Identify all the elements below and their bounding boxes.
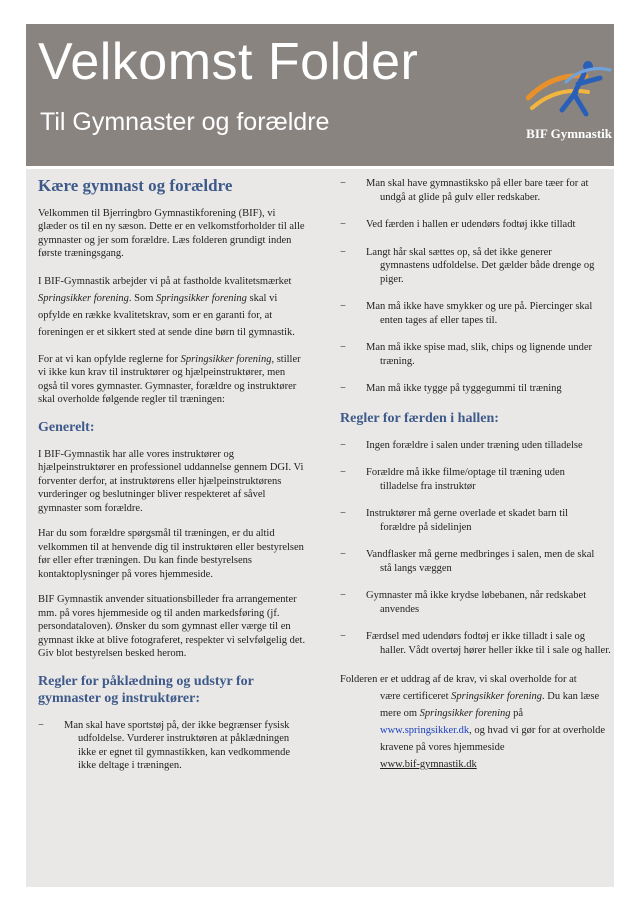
page-subtitle: Til Gymnaster og forældre (40, 108, 330, 136)
right-column (340, 177, 616, 785)
bullet-marker: − (340, 549, 346, 560)
list-item: − Man må ikke tygge på tyggegummi til træning (340, 383, 562, 394)
clothing-rules-list (340, 177, 616, 396)
list-item: − Ved færden i hallen er udendørs fodtøj ikke tilladt (340, 219, 576, 230)
page-title: Velkomst Folder (38, 33, 419, 91)
header-banner (26, 24, 614, 166)
gymnast-logo-icon (526, 52, 612, 122)
list-item: − Langt hår skal sættes op, så det ikke generer gymnastens udfoldelse. Det gælder både drenge og piger. (340, 246, 595, 285)
list-item: − Man skal have sportstøj på, der ikke begrænser fysisk udfoldelse. Vurderer instruktøren at påklædningen ikke er egnet til gymnastikken, kan vedkommende ikke deltage i træningen. (38, 719, 290, 771)
bullet-marker: − (340, 178, 346, 189)
bullet-marker: − (340, 301, 346, 312)
list-item: − Gymnaster må ikke krydse løbebanen, når redskabet anvendes (340, 590, 587, 615)
hall-rules-list (340, 439, 616, 658)
bullet-marker: − (340, 246, 346, 258)
hall-rules-heading: Regler for færden i hallen: (340, 410, 499, 426)
bullet-marker: − (340, 439, 346, 451)
list-item: − Man må ikke spise mad, slik, chips og lignende under træning. (340, 342, 593, 367)
list-item: − Ingen forældre i salen under træning uden tilladelse (340, 439, 583, 451)
list-item: − Vandflasker må gerne medbringes i salen, men de skal stå langs væggen (340, 549, 595, 574)
list-item: − Man skal have gymnastiksko på eller bare tæer for at undgå at glide på gulv eller redskaber. (340, 178, 589, 203)
list-item: − Man må ikke have smykker og ure på. Piercinger skal enten tages af eller tapes til. (340, 301, 593, 326)
rules-intro-paragraph: For at vi kan opfylde reglerne for Springsikker forening, stiller vi ikke kun krav til instruktører og hjælpeinstruktører, men også til vores gymnaster. Gymnaster, forældre og instruktører skal overholde følgende regler til træningen: (38, 353, 301, 405)
bullet-marker: − (340, 631, 346, 642)
bif-website-link[interactable]: www.bif-gymnastik.dk (380, 759, 477, 770)
general-paragraph-1: I BIF-Gymnastik har alle vores instruktører og hjælpeinstruktører en professionel uddannelse gennem DGI. Vi forventer derfor, at instruktørens eller hjælpeinstruktørens vurderinger og beslutninger bliver respekteret af såvel gymnaster som forældre. (38, 448, 304, 514)
closing-paragraph: Folderen er et uddrag af de krav, vi skal overholde for at være certificeret Springsikker forening. Du kan læse mere om Springsikker forening på www.springsikker.dk, og hvad vi gør for at overholde kravene på vores hjemmeside www.bif-gymnastik.dk (340, 674, 606, 770)
brand-name: BIF Gymnastik (526, 126, 612, 141)
intro-paragraph: Velkommen til Bjerringbro Gymnastikforening (BIF), vi glæder os til en ny sæson. Dette er en velkomstforholder til alle gymnaster og jer som forældre. Læs folderen grundigt inden første træningsgang. (38, 207, 305, 259)
general-paragraph-3: BIF Gymnastik anvender situationsbilleder fra arrangementer mm. på vores hjemmeside og til anden markedsføring (jf. persondataloven). Ønsker du som gymnast eller værge til en gymnast ikke at blive fotograferet, respekter vi selvfølgelig det. Giv blot bestyrelsen besked herom. (38, 594, 306, 659)
bullet-marker: − (340, 467, 346, 478)
left-column (38, 177, 306, 787)
bullet-marker: − (340, 590, 346, 601)
bullet-marker: − (340, 508, 346, 519)
general-paragraph-2: Har du som forældre spørgsmål til træningen, er du altid velkommen til at henvende dig til instruktøren eller bestyrelsen før eller efter træningen. Du kan finde bestyrelsens kontaktoplysninger på vores hjemmeside. (38, 528, 304, 580)
bullet-marker: − (340, 219, 346, 230)
bullet-marker: − (38, 719, 44, 731)
quality-paragraph: I BIF-Gymnastik arbejder vi på at fastholde kvalitetsmærket Springsikker forening. Som Springsikker forening skal vi opfylde en række kvalitetskrav, som er en garanti for, at foreningen er et sikkert sted at sende dine børn til gymnastik. (38, 275, 295, 338)
list-item: − Forældre må ikke filme/optage til træning uden tilladelse fra instruktør (340, 467, 565, 492)
greeting-heading: Kære gymnast og forældre (38, 176, 233, 195)
bullet-marker: − (340, 342, 346, 353)
springsikker-link[interactable]: www.springsikker.dk (380, 725, 470, 736)
list-item: − Færdsel med udendørs fodtøj er ikke tilladt i sale og haller. Vådt overtøj hører heller ikke til i sale og haller. (340, 631, 611, 656)
general-heading: Generelt: (38, 419, 95, 435)
bullet-marker: − (340, 383, 346, 394)
content-panel (26, 169, 614, 887)
list-item: − Instruktører må gerne overlade et skadet barn til forældre på sidelinjen (340, 508, 569, 533)
clothing-rules-heading: Regler for påklædning og udstyr for gymnaster og instruktører: (38, 673, 254, 706)
